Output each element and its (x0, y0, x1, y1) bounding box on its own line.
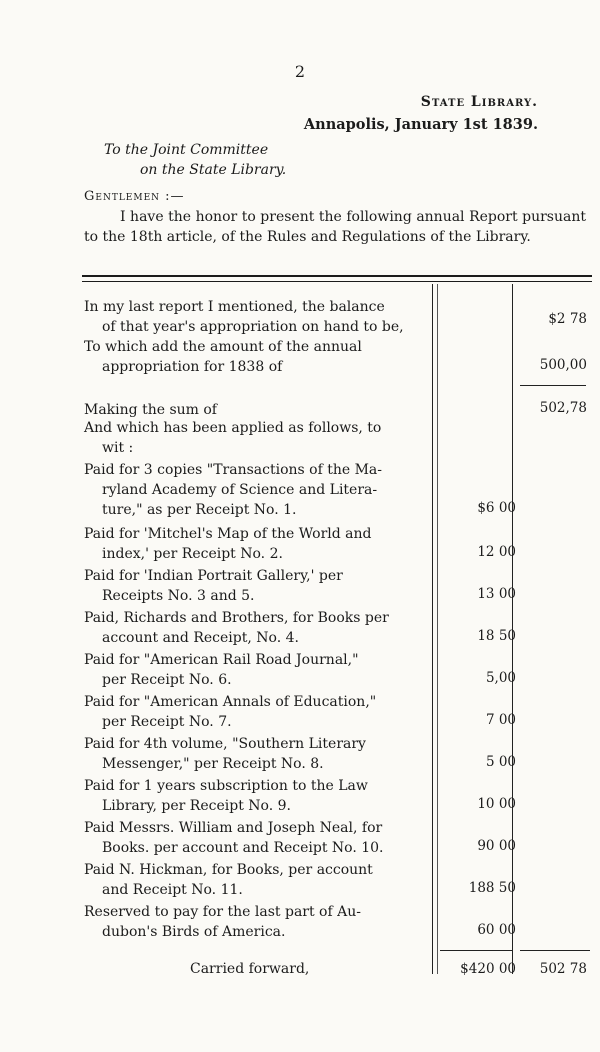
intro-paragraph (84, 207, 586, 247)
entry-text-line: wit : (102, 440, 134, 456)
ledger-entry (84, 692, 428, 732)
entry-amount-right: 500,00 (539, 357, 587, 373)
carried-forward-right-total: 502 78 (539, 961, 587, 977)
carried-forward-middle-total: $420 00 (460, 961, 516, 977)
entry-text-line: dubon's Birds of America. (102, 924, 286, 940)
entry-text-line: Reserved to pay for the last part of Au- (84, 904, 361, 920)
subtotal-rule (520, 385, 586, 386)
entry-text-line: Making the sum of (84, 402, 217, 418)
place-date: Annapolis, January 1st 1839. (303, 116, 538, 133)
column-divider-left-double (437, 284, 438, 974)
library-title: State Library. (420, 94, 538, 110)
ledger-entry (84, 418, 428, 458)
ledger-entry (84, 460, 428, 520)
salutation: Gentlemen :— (84, 189, 185, 204)
ledger-entry (84, 608, 428, 648)
entry-text-line: of that year's appropriation on hand to be, (102, 319, 404, 335)
entry-text-line: Receipts No. 3 and 5. (102, 588, 255, 604)
ledger-entry (84, 566, 428, 606)
entry-text-line: Paid for 4th volume, "Southern Literary (84, 736, 366, 752)
ledger-entry (84, 650, 428, 690)
entry-amount-middle: 13 00 (477, 586, 516, 602)
entry-text-line: Paid for "American Rail Road Journal," (84, 652, 359, 668)
sum-rule-middle (440, 950, 512, 951)
entry-amount-middle: 5,00 (485, 670, 516, 686)
entry-text-line: Paid, Richards and Brothers, for Books per (84, 610, 389, 626)
entry-amount-right: 502,78 (539, 400, 587, 416)
entry-text-line: Library, per Receipt No. 9. (102, 798, 291, 814)
ledger-entry (84, 524, 428, 564)
ledger-entry (84, 776, 428, 816)
addressee-line-1: To the Joint Committee (104, 142, 269, 158)
entry-text-line: and Receipt No. 11. (102, 882, 243, 898)
entry-amount-middle: $6 00 (477, 500, 516, 516)
ledger-entry (84, 734, 428, 774)
column-divider-left (432, 284, 433, 974)
sum-rule-right (520, 950, 590, 951)
table-top-rule-thick (82, 275, 592, 277)
entry-text-line: Paid Messrs. William and Joseph Neal, for (84, 820, 383, 836)
entry-text-line: And which has been applied as follows, to (84, 420, 382, 436)
entry-text-line: index,' per Receipt No. 2. (102, 546, 283, 562)
entry-text-line: To which add the amount of the annual (84, 339, 362, 355)
entry-amount-middle: 18 50 (477, 628, 516, 644)
entry-amount-middle: 12 00 (477, 544, 516, 560)
entry-text-line: Books. per account and Receipt No. 10. (102, 840, 384, 856)
entry-amount-middle: 7 00 (485, 712, 516, 728)
entry-text-line: Paid for 3 copies "Transactions of the Ma- (84, 462, 383, 478)
entry-text-line: Paid for 'Indian Portrait Gallery,' per (84, 568, 343, 584)
entry-text-line: ture," as per Receipt No. 1. (102, 502, 297, 518)
entry-text-line: In my last report I mentioned, the balance (84, 299, 385, 315)
ledger-entry (84, 860, 428, 900)
addressee-line-2: on the State Library. (140, 162, 287, 178)
entry-text-line: account and Receipt, No. 4. (102, 630, 299, 646)
ledger-entry (84, 902, 428, 942)
entry-amount-middle: 188 50 (468, 880, 516, 896)
entry-text-line: Paid for "American Annals of Education," (84, 694, 377, 710)
entry-text-line: ryland Academy of Science and Litera- (102, 482, 378, 498)
entry-text-line: Paid N. Hickman, for Books, per account (84, 862, 373, 878)
entry-amount-middle: 90 00 (477, 838, 516, 854)
entry-amount-middle: 5 00 (485, 754, 516, 770)
entry-text-line: Paid for 1 years subscription to the Law (84, 778, 368, 794)
entry-text-line: per Receipt No. 7. (102, 714, 232, 730)
entry-text-line: Messenger," per Receipt No. 8. (102, 756, 324, 772)
entry-text-line: Paid for 'Mitchel's Map of the World and (84, 526, 372, 542)
ledger-entry (84, 297, 428, 337)
entry-amount-middle: 10 00 (477, 796, 516, 812)
carried-forward-label: Carried forward, (190, 961, 310, 977)
ledger-entry (84, 337, 428, 377)
entry-amount-middle: 60 00 (477, 922, 516, 938)
ledger-entry (84, 818, 428, 858)
table-top-rule-thin (82, 281, 592, 282)
entry-amount-right: $2 78 (548, 311, 587, 327)
ledger-entry (84, 400, 428, 420)
page-number: 2 (294, 62, 306, 81)
intro-text: I have the honor to present the following annual Report pursuant to the 18th article, of the Rules and Regulations of the Library. (84, 209, 586, 245)
entry-text-line: per Receipt No. 6. (102, 672, 232, 688)
entry-text-line: appropriation for 1838 of (102, 359, 283, 375)
